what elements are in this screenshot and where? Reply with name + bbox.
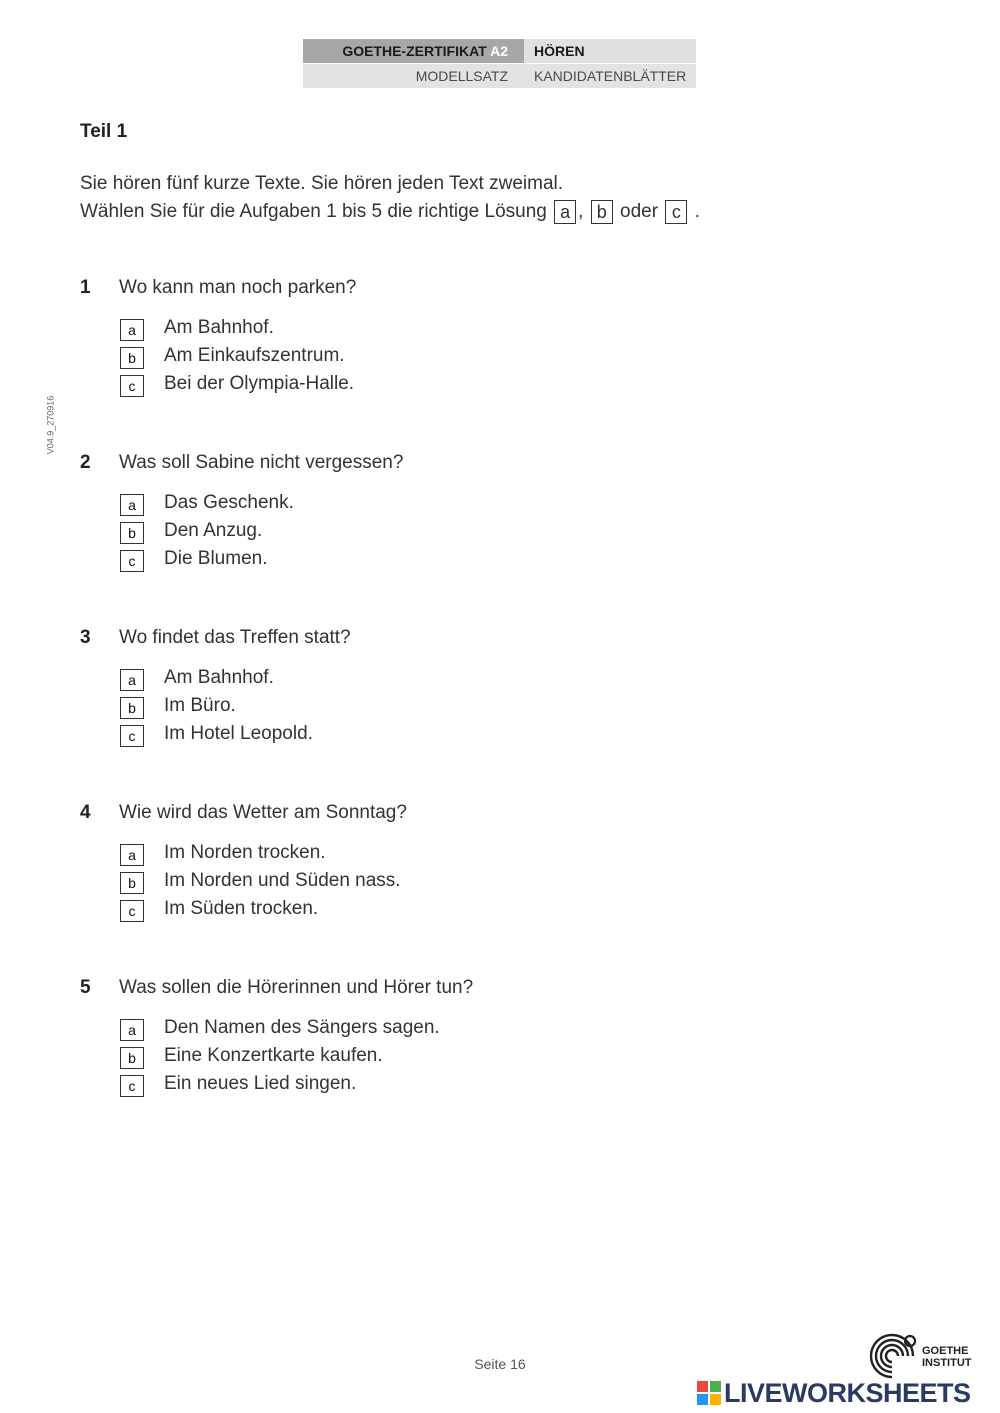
answer-box-a: a: [554, 200, 576, 224]
option-text: Den Anzug.: [164, 520, 263, 541]
option-checkbox[interactable]: c: [120, 900, 144, 922]
option-checkbox[interactable]: b: [120, 522, 144, 544]
question-number: 1: [80, 277, 91, 298]
exam-header: [303, 39, 696, 88]
option-checkbox[interactable]: b: [120, 347, 144, 369]
page-number: Seite 16: [474, 1356, 526, 1372]
option-text: Im Süden trocken.: [164, 898, 319, 919]
question-number: 3: [80, 627, 91, 648]
question-text: Was soll Sabine nicht vergessen?: [119, 452, 404, 473]
option-text: Am Bahnhof.: [164, 667, 274, 688]
question-text: Was sollen die Hörerinnen und Hörer tun?: [119, 977, 474, 998]
period: .: [694, 201, 700, 223]
answer-box-c: c: [665, 200, 687, 224]
option-text: Am Einkaufszentrum.: [164, 345, 345, 366]
level-label: A2: [490, 43, 508, 59]
option-checkbox[interactable]: b: [120, 872, 144, 894]
goethe-logo-line2: INSTITUT: [922, 1357, 972, 1369]
option-text: Im Büro.: [164, 695, 236, 716]
option-text: Bei der Olympia-Halle.: [164, 373, 355, 394]
comma: ,: [578, 201, 584, 223]
option-checkbox[interactable]: a: [120, 494, 144, 516]
instructions-line-2: [80, 200, 700, 224]
option-checkbox[interactable]: c: [120, 550, 144, 572]
instructions-line-1: Sie hören fünf kurze Texte. Sie hören jeden Text zweimal.: [80, 173, 564, 194]
option-checkbox[interactable]: a: [120, 844, 144, 866]
question-text: Wo kann man noch parken?: [119, 277, 357, 298]
option-checkbox[interactable]: c: [120, 1075, 144, 1097]
certificate-label: GOETHE-ZERTIFIKAT: [342, 43, 487, 59]
option-checkbox[interactable]: b: [120, 697, 144, 719]
answer-box-b: b: [591, 200, 613, 224]
goethe-logo-line1: GOETHE: [922, 1345, 969, 1357]
liveworksheets-icon: [697, 1381, 721, 1405]
question-number: 4: [80, 802, 91, 823]
option-text: Den Namen des Sängers sagen.: [164, 1017, 440, 1038]
question-text: Wo findet das Treffen statt?: [119, 627, 351, 648]
option-text: Am Bahnhof.: [164, 317, 274, 338]
option-text: Im Norden und Süden nass.: [164, 870, 401, 891]
goethe-logo-text: [922, 1345, 972, 1369]
option-checkbox[interactable]: c: [120, 725, 144, 747]
option-checkbox[interactable]: a: [120, 1019, 144, 1041]
set-label: MODELLSATZ: [303, 64, 524, 88]
option-text: Die Blumen.: [164, 548, 268, 569]
option-checkbox[interactable]: b: [120, 1047, 144, 1069]
oder-text: oder: [620, 201, 659, 223]
sheet-label: KANDIDATENBLÄTTER: [524, 64, 696, 88]
option-text: Im Norden trocken.: [164, 842, 326, 863]
option-text: Eine Konzertkarte kaufen.: [164, 1045, 383, 1066]
option-text: Ein neues Lied singen.: [164, 1073, 357, 1094]
section-title: HÖREN: [524, 39, 696, 63]
question-text: Wie wird das Wetter am Sonntag?: [119, 802, 407, 823]
option-text: Im Hotel Leopold.: [164, 723, 313, 744]
option-checkbox[interactable]: a: [120, 669, 144, 691]
option-checkbox[interactable]: a: [120, 319, 144, 341]
side-code: V04.9_270916: [45, 395, 56, 455]
liveworksheets-text: LIVEWORKSHEETS: [724, 1378, 971, 1408]
instructions-text: Wählen Sie für die Aufgaben 1 bis 5 die richtige Lösung: [80, 201, 547, 223]
goethe-logo: [866, 1333, 976, 1379]
certificate-title: [303, 39, 524, 63]
part-title: Teil 1: [80, 121, 128, 142]
question-number: 2: [80, 452, 91, 473]
question-number: 5: [80, 977, 91, 998]
option-checkbox[interactable]: c: [120, 375, 144, 397]
option-text: Das Geschenk.: [164, 492, 294, 513]
goethe-spiral-icon: [866, 1333, 918, 1379]
